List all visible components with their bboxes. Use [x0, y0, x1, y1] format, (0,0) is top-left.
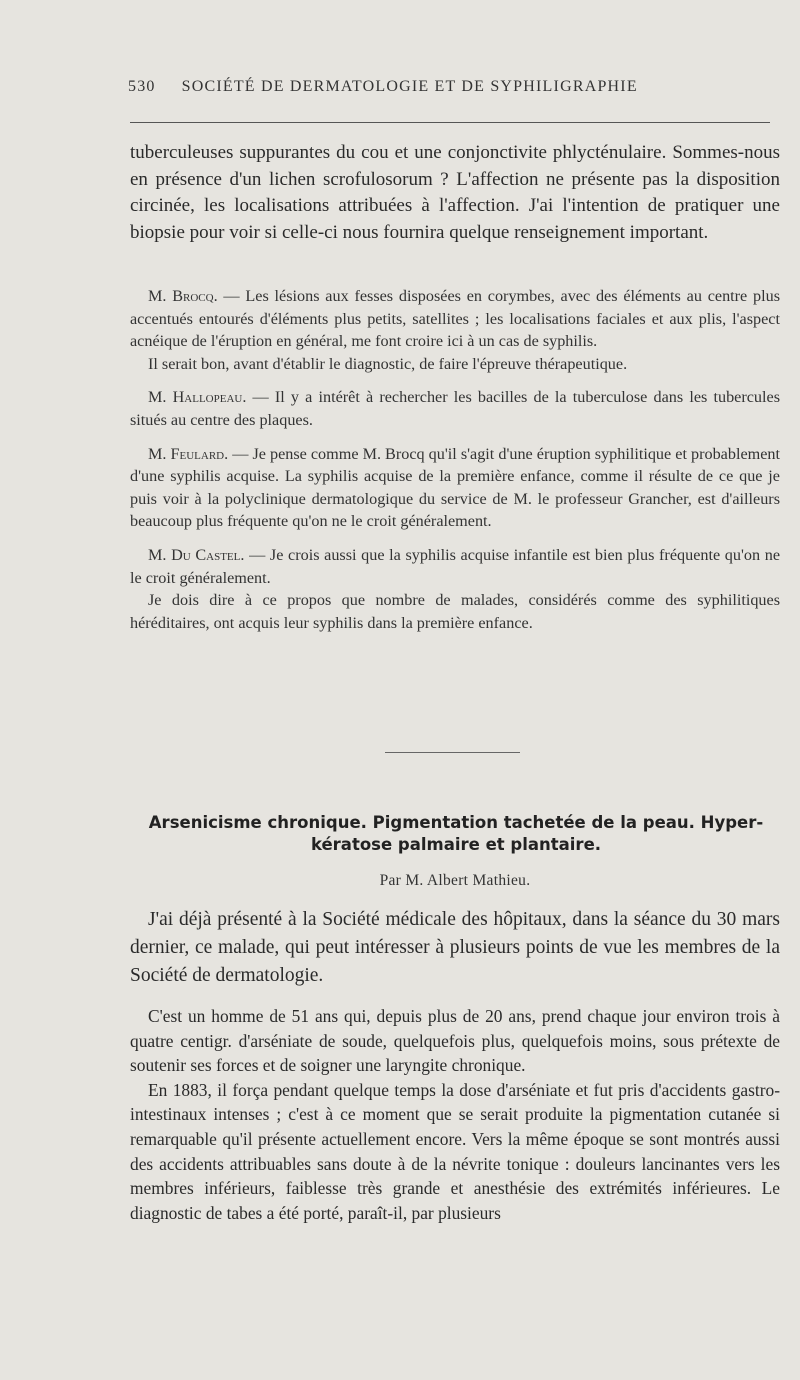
speaker-name: M. Hallopeau.	[148, 388, 247, 407]
discussion-paragraph	[130, 544, 780, 589]
discussion-paragraph	[130, 386, 780, 431]
discussion-block	[130, 285, 780, 634]
article-lead: J'ai déjà présenté à la Société médicale des hôpitaux, dans la séance du 30 mars dernier, ce malade, qui peut intéresser à plusieurs points de vue les membres de la Société de dermatologie.	[130, 909, 780, 986]
speaker-remark: Il serait bon, avant d'établir le diagnostic, de faire l'épreuve thérapeutique.	[148, 354, 628, 373]
speaker-remark: — Je pense comme M. Brocq qu'il s'agit d'une éruption syphilitique et probablement d'une syphilis acquise. La syphilis acquise de la première enfance, comme il résulte de ce que je puis voir à la polyclinique dermatologique du service de M. le professeur Grancher, est d'ailleurs beaucoup plus fréquente qu'on ne le croit généralement.	[130, 444, 780, 531]
article-paragraph: C'est un homme de 51 ans qui, depuis plus de 20 ans, prend chaque jour environ trois à quatre centigr. d'arséniate de soude, quelquefois plus, quelquefois moins, sous prétexte de soutenir ses forces et de soigner une laryngite chronique.	[130, 1006, 780, 1076]
discussion-paragraph	[130, 443, 780, 533]
discussion-paragraph	[130, 589, 780, 634]
speaker-remark: Je dois dire à ce propos que nombre de malades, considérés comme des syphilitiques héréditaires, ont acquis leur syphilis dans la première enfance.	[130, 591, 780, 632]
article-title-line: Arsenicisme chronique. Pigmentation tachetée de la peau. Hyper-	[148, 813, 764, 832]
article-title-line: kératose palmaire et plantaire.	[310, 835, 602, 854]
running-header	[128, 78, 768, 96]
intro-paragraph: tuberculeuses suppurantes du cou et une conjonctivite phlycténulaire. Sommes-nous en présence d'un lichen scrofulosorum ? L'affection ne présente pas la disposition circinée, les localisations attribuées à l'affection. J'ai l'intention de pratiquer une biopsie pour voir si celle-ci nous fournira quelque renseignement important.	[130, 142, 780, 243]
discussion-paragraph	[130, 353, 780, 376]
speaker-remark: — Je crois aussi que la syphilis acquise infantile est bien plus fréquente qu'on ne le croit généralement.	[130, 545, 781, 587]
speaker-remark: — Il y a intérêt à rechercher les bacilles de la tuberculose dans les tubercules situés au centre des plaques.	[130, 388, 780, 429]
speaker-name: M. Feulard.	[148, 444, 229, 463]
article-byline: Par M. Albert Mathieu.	[379, 872, 531, 889]
page-number: 530	[128, 78, 156, 95]
speaker-name: M. Brocq.	[148, 287, 218, 305]
intro-block	[130, 140, 780, 246]
section-separator	[385, 752, 520, 753]
discussion-paragraph	[130, 285, 780, 353]
speaker-remark: — Les lésions aux fesses disposées en corymbes, avec des éléments au centre plus accentués entourés d'éléments plus petits, satellites ; les localisations faciales et aux plis, l'aspect acnéique de l'éruption en général, me font croire ici à un cas de syphilis.	[130, 287, 780, 351]
running-title: SOCIÉTÉ DE DERMATOLOGIE ET DE SYPHILIGRAPHIE	[181, 78, 638, 95]
article-title	[128, 812, 784, 856]
article-body	[130, 906, 780, 1225]
header-rule	[130, 122, 770, 123]
article-paragraph: En 1883, il força pendant quelque temps la dose d'arséniate et fut pris d'accidents gastro-intestinaux intenses ; c'est à ce moment que se serait produite la pigmentation cutanée si remarquable qu'il présente actuellement encore. Vers la même époque se sont montrés aussi des accidents attribuables sans doute à de la névrite tonique : douleurs lancinantes vers les membres inférieurs, faiblesse très grande et anesthésie des extrémités inférieures. Le diagnostic de tabes a été porté, paraît-il, par plusieurs	[130, 1079, 780, 1223]
speaker-name: M. Du Castel.	[148, 545, 245, 564]
